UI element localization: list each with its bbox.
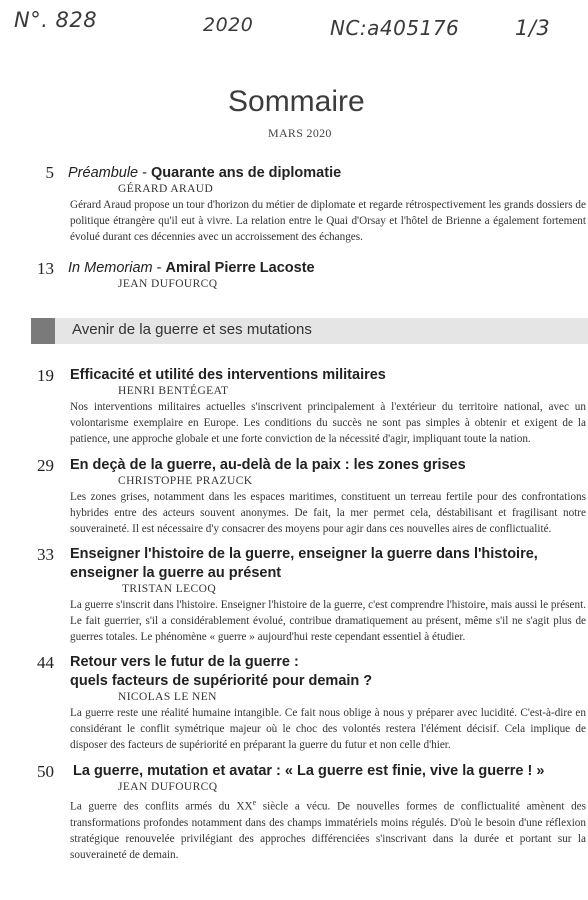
entry-author: HENRI BENTÉGEAT xyxy=(118,385,229,397)
entry-title[interactable]: En deçà de la guerre, au-delà de la paix : les zones grises xyxy=(70,457,466,473)
entry-title-line: enseigner la guerre au présent xyxy=(70,565,282,581)
entry-author: GÉRARD ARAUD xyxy=(118,183,214,195)
handwritten-issue-number: N°. 828 xyxy=(14,8,98,32)
entry-description: Les zones grises, notamment dans les espaces maritimes, constituent un terreau fertile pour des confrontations hybrides entre des acteurs souvent anonymes. De fait, la mer permet cela, déstabilisant et fragilisant notre souveraineté. Il est nécessaire d'y consacrer des moyens pour agir dans ces nouvelles aires de conflictualité. xyxy=(70,491,586,535)
entry-title-line: quels facteurs de supériorité pour demain ? xyxy=(70,673,373,689)
entry-prefix: Préambule xyxy=(68,165,139,181)
entry-title[interactable] xyxy=(70,545,538,583)
entry-title[interactable]: Efficacité et utilité des interventions militaires xyxy=(70,367,386,383)
section-marker xyxy=(31,318,55,344)
entry-title-text: Amiral Pierre Lacoste xyxy=(165,260,315,276)
handwritten-year: 2020 xyxy=(203,14,254,36)
issue-date: MARS 2020 xyxy=(268,126,332,140)
entry-description: La guerre s'inscrit dans l'histoire. Enseigner l'histoire de la guerre, c'est comprendre l'histoire, mais aussi le présent. Le fait guerrier, s'il a considérablement évolué, contribue dramatiquement au présent, même s'il ne s'agit plus de guerres totales. Le phénomène « guerre » aujourd'hui reste cependant essentiel à étudier. xyxy=(70,599,586,643)
description-text: siècle a vécu. De nouvelles formes de conflictualité amènent des transformations profondes notamment dans des champs immatériels moins régulés. D'où le besoin d'une réflexion stratégique renouvelée privilégiant des approches différenciées s'inscrivant dans la durée et portant sur la souveraineté de demain. xyxy=(70,800,586,861)
entry-author: CHRISTOPHE PRAZUCK xyxy=(118,475,253,487)
entry-page-number: 13 xyxy=(37,259,54,278)
handwritten-part: 1/3 xyxy=(515,16,551,40)
entry-author: JEAN DUFOURCQ xyxy=(118,781,218,793)
entry-page-number: 44 xyxy=(37,653,54,672)
entry-author: JEAN DUFOURCQ xyxy=(118,278,218,290)
entry-title[interactable]: In Memoriam - Amiral Pierre Lacoste xyxy=(68,260,315,276)
entry-title-text: Quarante ans de diplomatie xyxy=(151,165,342,181)
entry-page-number: 50 xyxy=(37,762,54,781)
entry-author: NICOLAS LE NEN xyxy=(118,691,217,703)
entry-page-number: 5 xyxy=(45,163,54,182)
entry-prefix: In Memoriam xyxy=(68,260,153,276)
page-title: Sommaire xyxy=(228,85,365,118)
entry-title[interactable]: Préambule - Quarante ans de diplomatie xyxy=(68,165,342,181)
entry-description: Gérard Araud propose un tour d'horizon du métier de diplomate et regarde rétrospectivement les grands dossiers de politique étrangère qu'il eut à vivre. La relation entre le Quai d'Orsay et l'hôtel de Brienne a également fortement évolué durant ces décennies avec un accroissement des échanges. xyxy=(70,199,586,243)
entry-description: La guerre reste une réalité humaine intangible. Ce fait nous oblige à nous y préparer avec lucidité. C'est-à-dire en considérant le conflit symétrique majeur où le choc des volontés restera l'élément décisif. Cela implique de disposer des facteurs de supériorité en préparant la guerre du futur et non celle d'hier. xyxy=(70,707,586,751)
description-text: La guerre des conflits armés du XX xyxy=(70,800,253,813)
section-title: Avenir de la guerre et ses mutations xyxy=(72,321,312,338)
entry-description xyxy=(70,795,586,863)
entry-page-number: 19 xyxy=(37,366,54,385)
entry-title-line: Retour vers le futur de la guerre : xyxy=(70,654,299,670)
entry-title[interactable] xyxy=(70,653,372,691)
entry-title-line: Enseigner l'histoire de la guerre, enseigner la guerre dans l'histoire, xyxy=(70,546,538,562)
entry-title[interactable]: La guerre, mutation et avatar : « La guerre est finie, vive la guerre ! » xyxy=(73,763,545,779)
entry-author: TRISTAN LECOQ xyxy=(122,583,217,595)
entry-description: Nos interventions militaires actuelles s'inscrivent principalement à l'extérieur du territoire national, avec un volontarisme exemplaire en Europe. Les conditions du succès ne sont pas simples à obtenir et exigent de la patience, une approche globale et une forte conviction de la nécessité d'agir, impliquant toute la nation. xyxy=(70,401,586,445)
entry-page-number: 29 xyxy=(37,456,54,475)
century-superscript: e xyxy=(252,798,257,807)
entry-page-number: 33 xyxy=(37,545,54,564)
handwritten-code: NC:a405176 xyxy=(330,16,460,40)
